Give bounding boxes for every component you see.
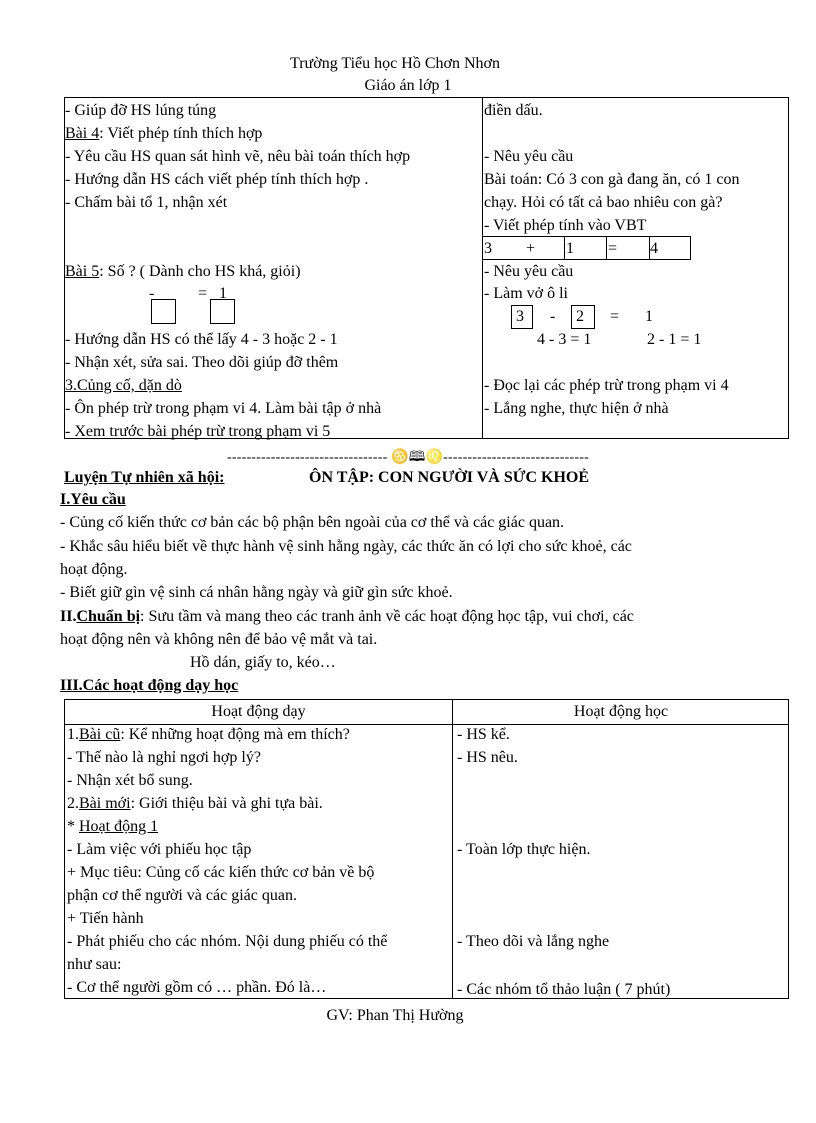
- right-line: chạy. Hỏi có tất cả bao nhiêu con gà?: [484, 194, 723, 211]
- activities-table: [64, 699, 789, 999]
- section-separator: --------------------------------- ♋🕮♌------------------------------: [227, 450, 589, 465]
- teach-line: 1.Bài cũ: Kể những hoạt động mà em thích?: [67, 726, 350, 743]
- right-line: - Nêu yêu cầu: [484, 148, 574, 165]
- puzzle-box: [151, 299, 176, 324]
- requirement-line: - Khắc sâu hiểu biết về thực hành vệ sinh hằng ngày, các thức ăn có lợi cho sức khoẻ, các: [60, 538, 632, 555]
- answer-value: 3: [516, 308, 524, 325]
- left-line: - Yêu cầu HS quan sát hình vẽ, nêu bài toán thích hợp: [65, 148, 411, 165]
- left-line: - Nhận xét, sửa sai. Theo dõi giúp đỡ thêm: [65, 354, 339, 371]
- puzzle-result: 1: [219, 285, 227, 302]
- equation-term: 4: [650, 240, 658, 257]
- requirements-heading: [60, 491, 126, 509]
- teach-line: + Tiến hành: [67, 910, 144, 927]
- left-line: - Giúp đỡ HS lúng túng: [65, 102, 217, 119]
- prep-num: II.: [60, 608, 77, 625]
- learn-line: - Toàn lớp thực hiện.: [457, 841, 591, 858]
- right-line: Bài toán: Có 3 con gà đang ăn, có 1 con: [484, 171, 740, 188]
- requirements-heading-text: I.Yêu cầu: [60, 491, 126, 508]
- left-line: - Hướng dẫn HS có thể lấy 4 - 3 hoặc 2 - 1: [65, 331, 338, 348]
- requirement-line: - Củng cố kiến thức cơ bản các bộ phận bên ngoài của cơ thể và các giác quan.: [60, 514, 565, 531]
- right-line: - Viết phép tính vào VBT: [484, 217, 647, 234]
- school-name: Trường Tiểu học Hồ Chơn Nhơn: [290, 55, 500, 72]
- equation-term: 1: [566, 240, 574, 257]
- left-line: - Ôn phép trừ trong phạm vi 4. Làm bài tập ở nhà: [65, 400, 382, 417]
- prep-text: : Sưu tầm và mang theo các tranh ảnh về các hoạt động học tập, vui chơi, các: [140, 608, 634, 625]
- bai5-line: Bài 5: Số ? ( Dành cho HS khá, giỏi): [65, 263, 301, 280]
- learn-line: - Các nhóm tổ thảo luận ( 7 phút): [457, 981, 671, 998]
- puzzle-box: [210, 299, 235, 324]
- teach-line: * Hoạt động 1: [67, 818, 159, 835]
- teach-line: 2.Bài mới: Giới thiệu bài và ghi tựa bài.: [67, 795, 323, 812]
- preparation-line: hoạt động nên và không nên để bảo vệ mắt và tai.: [60, 631, 378, 648]
- puzzle-minus: -: [149, 285, 155, 302]
- section-lead: Luyện Tự nhiên xã hội:: [64, 469, 225, 486]
- requirement-line: hoạt động.: [60, 561, 128, 578]
- preparation-line: [60, 608, 634, 626]
- activities-heading: III.Các hoạt động dạy học: [60, 677, 239, 694]
- teach-line: phận cơ thể người và các giác quan.: [67, 887, 297, 904]
- cung-co-heading: 3.Củng cố, dặn dò: [65, 377, 182, 394]
- answer-op: -: [550, 308, 556, 325]
- equation-op: =: [608, 240, 618, 257]
- left-line: - Hướng dẫn HS cách viết phép tính thích hợp .: [65, 171, 369, 188]
- answer-value: 2: [576, 308, 584, 325]
- teach-line: - Phát phiếu cho các nhóm. Nội dung phiếu có thể: [67, 933, 388, 950]
- teach-line: - Thế nào là nghỉ ngơi hợp lý?: [67, 749, 261, 766]
- equation-op: +: [526, 240, 536, 257]
- puzzle-equals: =: [198, 285, 208, 302]
- learn-line: - HS nêu.: [457, 749, 518, 766]
- left-line: - Chấm bài tổ 1, nhận xét: [65, 194, 228, 211]
- teach-line: - Cơ thể người gồm có … phần. Đó là…: [67, 979, 327, 996]
- right-line: - Nêu yêu cầu: [484, 263, 574, 280]
- bai4-line: Bài 4: Viết phép tính thích hợp: [65, 125, 263, 142]
- teach-line: - Nhận xét bổ sung.: [67, 772, 193, 789]
- teach-line: - Làm việc với phiếu học tập: [67, 841, 252, 858]
- prep-heading: Chuẩn bị: [76, 608, 141, 625]
- teach-line: + Mục tiêu: Củng cố các kiến thức cơ bản về bộ: [67, 864, 375, 881]
- solution-1: 4 - 3 = 1: [537, 331, 592, 348]
- right-line: - Lắng nghe, thực hiện ở nhà: [484, 400, 669, 417]
- equation-term: 3: [484, 240, 492, 257]
- lesson-table-top: [64, 97, 789, 439]
- teach-line: như sau:: [67, 956, 122, 973]
- subject-title: Giáo án lớp 1: [364, 77, 452, 94]
- solution-2: 2 - 1 = 1: [647, 331, 702, 348]
- right-line: điền dấu.: [484, 102, 543, 119]
- learn-line: - HS kể.: [457, 726, 510, 743]
- right-line: - Đọc lại các phép trừ trong phạm vi 4: [484, 377, 729, 394]
- section-title: ÔN TẬP: CON NGƯỜI VÀ SỨC KHOẺ: [309, 469, 590, 486]
- requirement-line: - Biết giữ gìn vệ sinh cá nhân hằng ngày và giữ gìn sức khoẻ.: [60, 584, 453, 601]
- column-divider: [482, 98, 483, 438]
- answer-eq: =: [610, 308, 620, 325]
- preparation-materials: Hồ dán, giấy to, kéo…: [190, 654, 336, 671]
- answer-result: 1: [645, 308, 653, 325]
- left-line: - Xem trước bài phép trừ trong phạm vi 5: [65, 423, 331, 440]
- teacher-name: GV: Phan Thị Hường: [326, 1007, 464, 1024]
- col-header-teach: Hoạt động dạy: [211, 703, 306, 720]
- learn-line: - Theo dõi và lắng nghe: [457, 933, 610, 950]
- right-line: - Làm vở ô li: [484, 285, 568, 302]
- col-header-learn: Hoạt động học: [573, 703, 669, 720]
- column-divider: [452, 700, 453, 998]
